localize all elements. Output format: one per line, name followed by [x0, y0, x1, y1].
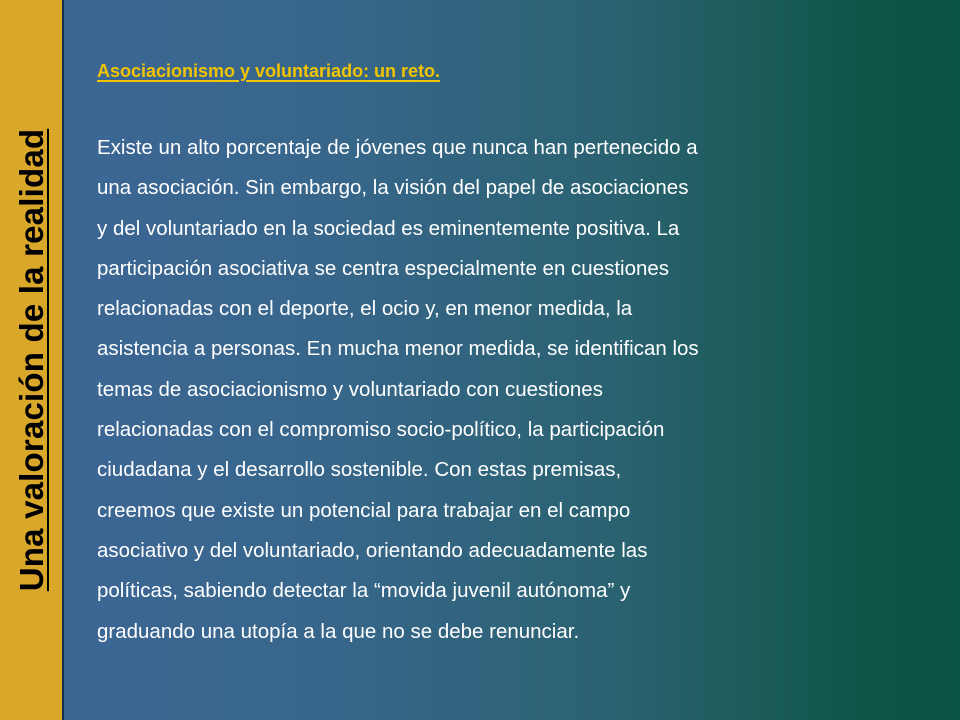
side-title: Una valoración de la realidad	[13, 128, 50, 592]
body-line: Existe un alto porcentaje de jóvenes que nunca han pertenecido a	[97, 136, 698, 159]
slide-heading: Asociacionismo y voluntariado: un reto.	[97, 61, 441, 81]
body-line: creemos que existe un potencial para trabajar en el campo	[97, 498, 631, 522]
body-line: políticas, sabiendo detectar la “movida juvenil autónoma” y	[97, 579, 631, 603]
body-line: temas de asociacionismo y voluntariado con cuestiones	[97, 377, 603, 401]
body-line: y del voluntariado en la sociedad es eminentemente positiva. La	[97, 216, 680, 240]
body-line: asociativo y del voluntariado, orientando adecuadamente las	[97, 538, 648, 562]
body-line: una asociación. Sin embargo, la visión del papel de asociaciones	[97, 176, 689, 200]
side-title-bar	[0, 0, 64, 720]
body-line: relacionadas con el deporte, el ocio y, en menor medida, la	[97, 297, 633, 321]
body-line: graduando una utopía a la que no se debe renunciar.	[97, 619, 580, 643]
body-line: relacionadas con el compromiso socio-político, la participación	[97, 418, 665, 442]
body-line: participación asociativa se centra especialmente en cuestiones	[97, 256, 670, 280]
body-line: asistencia a personas. En mucha menor medida, se identifican los	[97, 337, 699, 361]
body-paragraph	[97, 128, 897, 652]
body-line: ciudadana y el desarrollo sostenible. Con estas premisas,	[97, 458, 622, 482]
